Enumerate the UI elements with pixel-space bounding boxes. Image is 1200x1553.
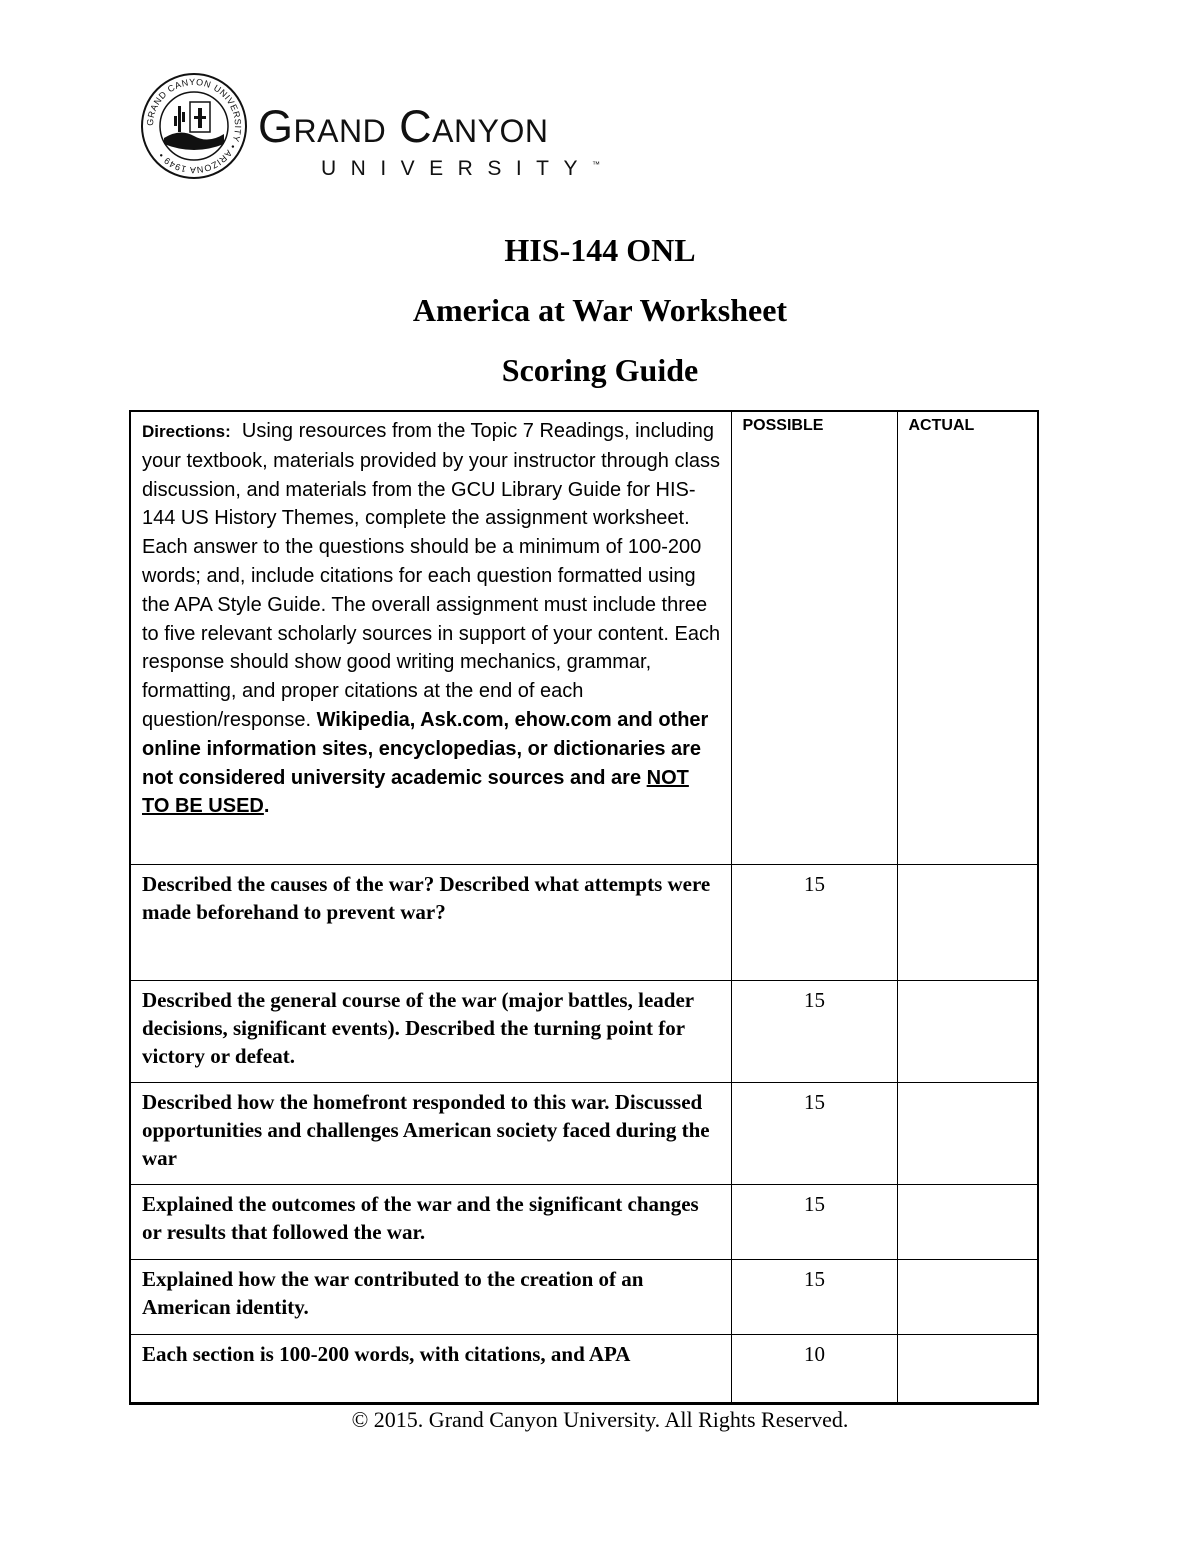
- table-row: [130, 1082, 1038, 1184]
- actual-points[interactable]: [897, 1259, 1038, 1334]
- actual-points[interactable]: [897, 1184, 1038, 1259]
- possible-points: 15: [804, 1191, 825, 1216]
- criterion-text: Each section is 100-200 words, with citations, and APA: [142, 1341, 631, 1366]
- possible-points: 15: [804, 1089, 825, 1114]
- university-name: Grand Canyon: [258, 101, 549, 152]
- actual-points[interactable]: [897, 980, 1038, 1082]
- scoring-table: [129, 410, 1039, 1405]
- course-title: HIS-144 ONL: [504, 232, 696, 268]
- criterion-text: Explained the outcomes of the war and the significant changes or results that followed the war.: [142, 1191, 699, 1244]
- table-row: [130, 980, 1038, 1082]
- guide-title: Scoring Guide: [501, 352, 699, 388]
- criterion-text: Described how the homefront responded to this war. Discussed opportunities and challenges American society faced during the war: [142, 1089, 710, 1170]
- university-subtitle: UNIVERSITY™: [321, 157, 601, 180]
- criterion-text: Described the general course of the war (major battles, leader decisions, significant events). Described the turning point for victory or defeat.: [142, 987, 694, 1068]
- criterion-text: Explained how the war contributed to the creation of an American identity.: [142, 1266, 644, 1319]
- directions-cell: [130, 411, 731, 864]
- criterion-text: Described the causes of the war? Described what attempts were made beforehand to prevent war?: [142, 871, 711, 924]
- possible-points: 10: [804, 1341, 825, 1366]
- table-row: [130, 1334, 1038, 1403]
- document-titles: [0, 232, 1200, 412]
- table-row: [130, 1259, 1038, 1334]
- possible-header: POSSIBLE: [731, 411, 897, 864]
- university-logo: [140, 72, 640, 182]
- table-header-row: [130, 411, 1038, 864]
- possible-points: 15: [804, 1266, 825, 1291]
- copyright-footer: © 2015. Grand Canyon University. All Rights Reserved.: [351, 1407, 849, 1432]
- possible-points: 15: [804, 987, 825, 1012]
- table-row: [130, 1184, 1038, 1259]
- actual-points[interactable]: [897, 864, 1038, 980]
- directions-text: Directions: Using resources from the Topic 7 Readings, including your textbook, materials provided by your instructor through class discussion, and materials from the GCU Library Guide for HIS-144 US History Themes, complete the assignment worksheet. Each answer to the questions should be a minimum of 100-200 words; and, include citations for each question formatted using the APA Style Guide. The overall assignment must include three to five relevant scholarly sources in support of your content. Each response should show good writing mechanics, grammar, formatting, and proper citations at the end of each question/response. Wikipedia, Ask.com, ehow.com and other online information sites, encyclopedias, or dictionaries are not considered university academic sources and are NOT TO BE USED.: [142, 420, 721, 818]
- actual-points[interactable]: [897, 1334, 1038, 1403]
- actual-points[interactable]: [897, 1082, 1038, 1184]
- actual-header: ACTUAL: [897, 411, 1038, 864]
- table-row: [130, 864, 1038, 980]
- worksheet-title: America at War Worksheet: [412, 292, 788, 328]
- university-seal-icon: [140, 72, 248, 180]
- possible-points: 15: [804, 871, 825, 896]
- seal-ring-text: GRAND CANYON UNIVERSITY • ARIZONA 1949 •: [144, 76, 244, 176]
